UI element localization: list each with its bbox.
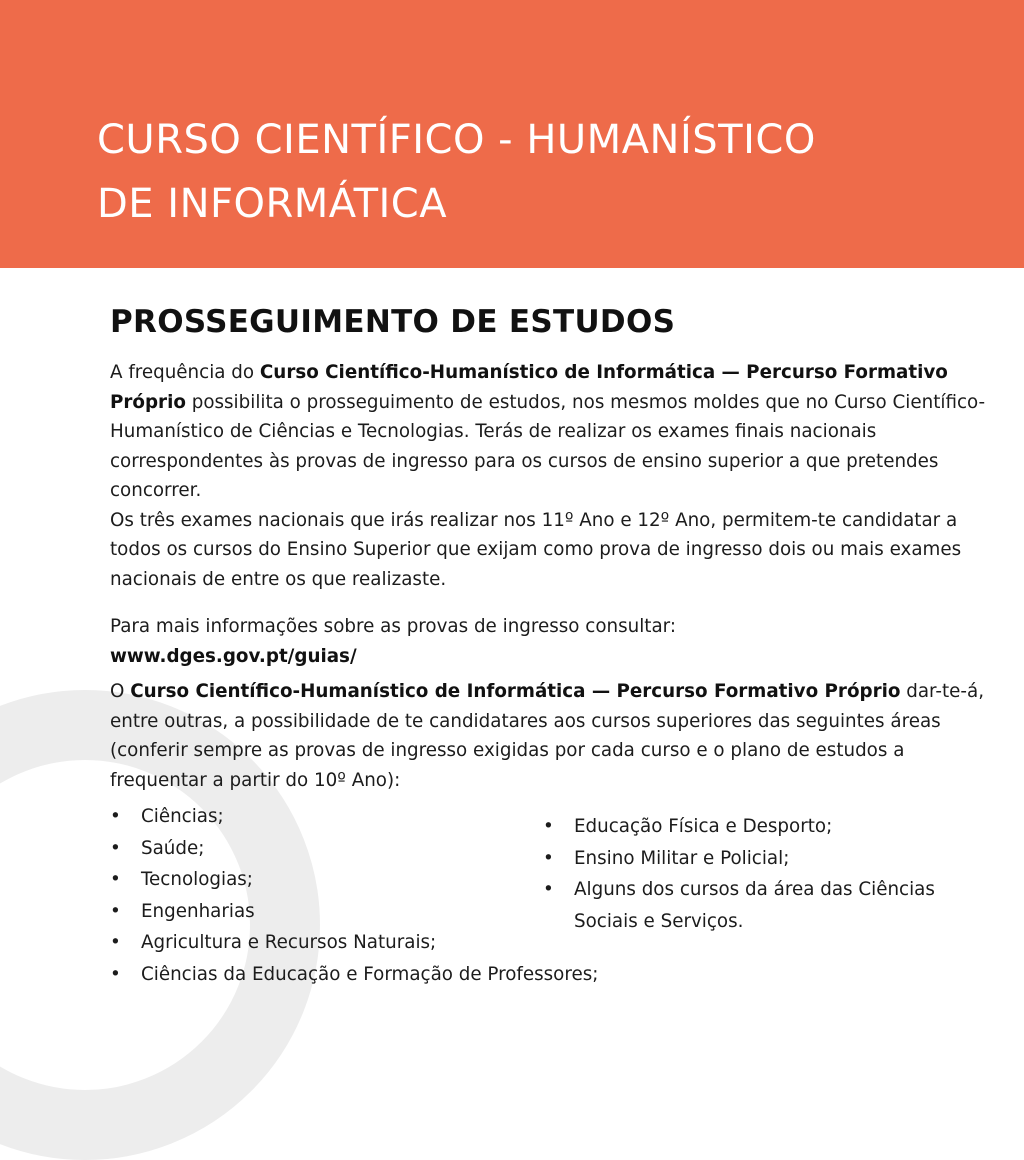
list-item: • Ciências da Educação e Formação de Professores; — [110, 959, 598, 991]
section-title: PROSSEGUIMENTO DE ESTUDOS — [110, 304, 676, 340]
main-content — [110, 300, 990, 991]
list-item: • Ensino Militar e Policial; — [543, 843, 963, 875]
areas-text-end: dar-te-á, entre outras, a possibilidade de te candidatares aos cursos superiores das seguintes áreas (conferir sempre as provas de ingresso exigidas por cada curso e o plano de estudos a frequentar a partir do 10º Ano): — [110, 681, 985, 791]
list-item: • Tecnologias; — [110, 864, 598, 896]
info-text: Para mais informações sobre as provas de ingresso consultar: — [110, 616, 677, 637]
areas-paragraph — [110, 677, 990, 795]
list-item: • Alguns dos cursos da área das Ciências Sociais e Serviços. — [543, 874, 963, 937]
list-item: • Engenharias — [110, 896, 598, 928]
dges-link[interactable]: www.dges.gov.pt/guias/ — [110, 645, 357, 667]
info-paragraph — [110, 612, 990, 671]
course-name-bold-2: Curso Científico-Humanístico de Informática — Percurso Formativo Próprio — [130, 681, 901, 702]
intro-text-start: A frequência do — [110, 362, 260, 383]
list-item: • Ciências; — [110, 801, 598, 833]
areas-text-start: O — [110, 681, 131, 702]
areas-list-left — [110, 801, 598, 990]
exams-paragraph: Os três exames nacionais que irás realizar nos 11º Ano e 12º Ano, permitem-te candidatar a todos os cursos do Ensino Superior que exijam como prova de ingresso dois ou mais exames nacionais de entre os que realizaste. — [110, 509, 962, 590]
list-item: • Saúde; — [110, 833, 598, 865]
areas-lists — [110, 801, 990, 991]
page-title — [97, 108, 816, 236]
list-item: • Agricultura e Recursos Naturais; — [110, 927, 598, 959]
page-title-line-1: CURSO CIENTÍFICO - HUMANÍSTICO — [97, 117, 816, 163]
course-name-bold: Curso Científico-Humanístico de Informática — Percurso Formativo Próprio — [110, 362, 948, 413]
intro-paragraph — [110, 358, 990, 506]
page-title-line-2: DE INFORMÁTICA — [97, 181, 448, 227]
list-item: • Educação Física e Desporto; — [543, 811, 963, 843]
header-banner — [0, 0, 1024, 268]
areas-list-right — [543, 811, 963, 937]
intro-text-end: possibilita o prosseguimento de estudos, nos mesmos moldes que no Curso Científico-Humanístico de Ciências e Tecnologias. Terás de realizar os exames finais nacionais correspondentes às provas de ingresso para os cursos de ensino superior a que pretendes concorrer. — [110, 391, 986, 501]
